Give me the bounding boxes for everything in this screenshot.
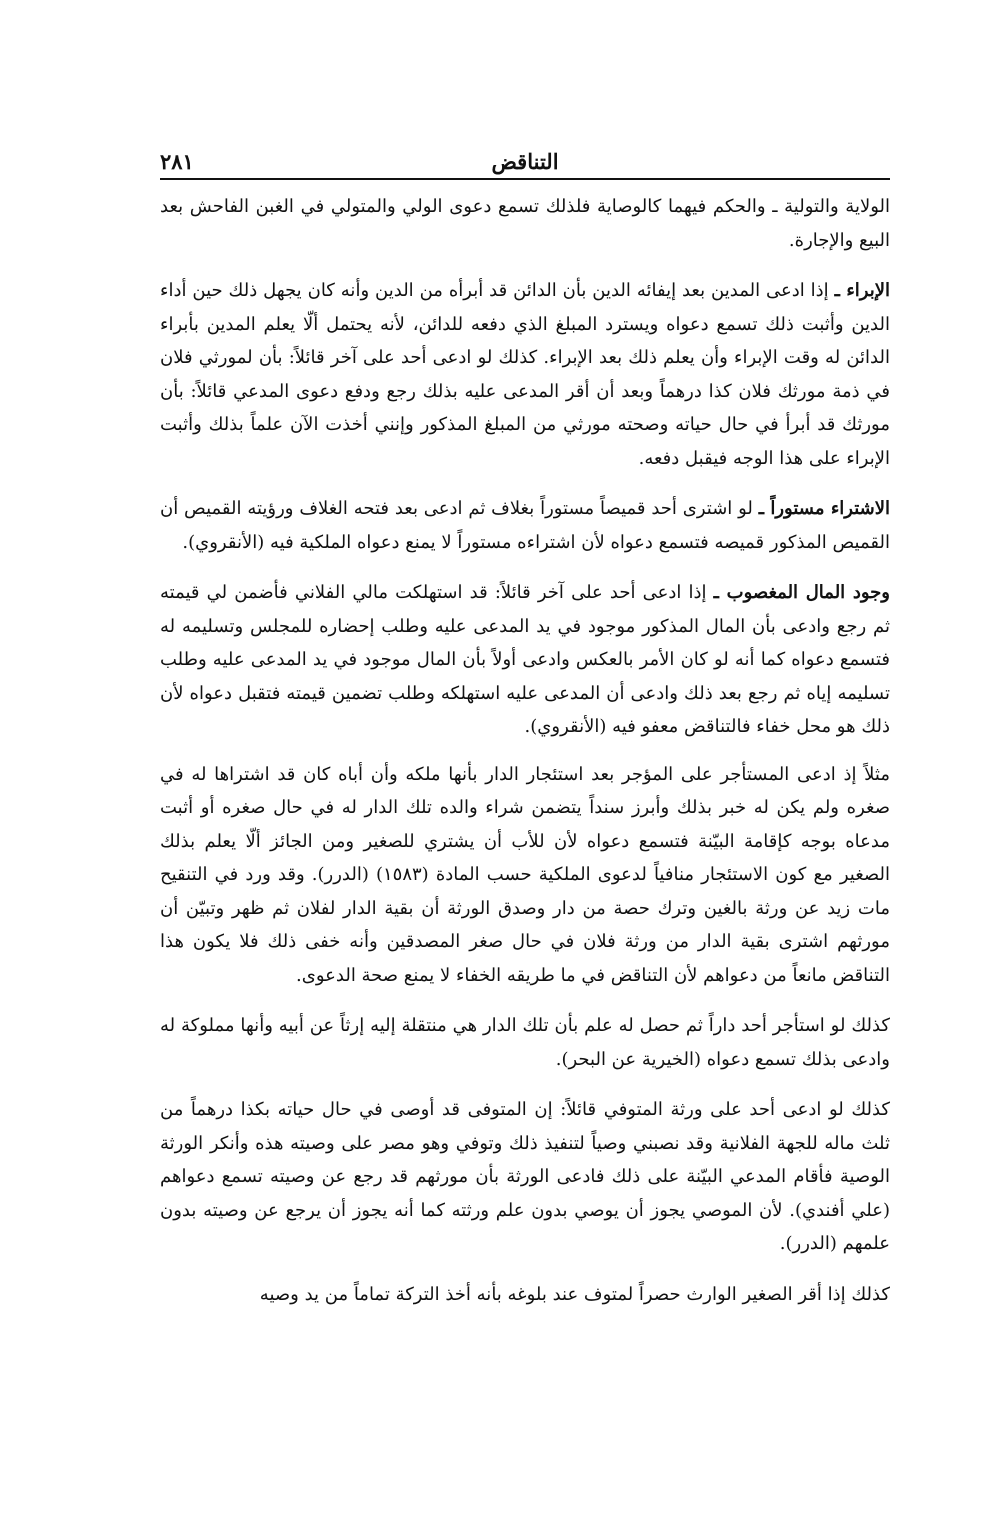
paragraph-text: الولاية والتولية ـ والحكم فيهما كالوصاية فلذلك تسمع دعوى الولي والمتولي في الغبن الفاحش بعد البيع والإجارة. <box>160 196 890 251</box>
page-title: التناقض <box>491 149 559 174</box>
paragraph-text: كذلك لو ادعى أحد على ورثة المتوفي قائلاً: إن المتوفى قد أوصى في حال حياته بكذا درهماً من ثلث ماله للجهة الفلانية وقد نصبني وصياً لتنفيذ ذلك وتوفي وهو مصر على وصيته هذه وأنكر الورثة الوصية فأقام المدعي البيّنة على ذلك فادعى الورثة بأن مورثهم قد رجع عن وصيته تسمع دعواهم (علي أفندي). لأن الموصي يجوز أن يوصي بدون علم ورثته كما أنه يجوز أن يرجع عن وصيته بدون علمهم (الدرر). <box>160 1099 891 1254</box>
paragraph-text: كذلك لو استأجر أحد داراً ثم حصل له علم بأن تلك الدار هي منتقلة إليه إرثاً عن أبيه وأنها مملوكة له وادعى بذلك تسمع دعواه (الخيرية عن البحر). <box>160 1015 890 1070</box>
paragraph-tenant-example <box>160 758 890 993</box>
paragraph-guardianship <box>160 190 890 257</box>
paragraph-lead: وجود المال المغصوب ـ <box>713 582 891 603</box>
paragraph-text: مثلاً إذ ادعى المستأجر على المؤجر بعد استئجار الدار بأنها ملكه وأن أباه كان قد اشتراها له في صغره ولم يكن له خبر بذلك وأبرز سنداً يتضمن شراء والده تلك الدار له في حال صغره أو أثبت مدعاه بوجه كإقامة البيّنة فتسمع دعواه لأن للأب أن يشتري للصغير ومن الجائز ألّا يعلم بذلك الصغير مع كون الاستئجار منافياً لدعوى الملكية حسب المادة (١٥٨٣) (الدرر). وقد ورد في التنقيح مات زيد عن ورثة بالغين وترك حصة من دار وصدق الورثة أن بقية الدار لفلان ثم ظهر وتبيّن أن مورثهم اشترى بقية الدار من ورثة فلان في حال صغر المصدقين وأنه خفى ذلك فلا يكون هذا التناقض مانعاً من دعواهم لأن التناقض في ما طريقه الخفاء لا يمنع صحة الدعوى. <box>160 763 890 986</box>
paragraph-inherited-house <box>160 1009 890 1076</box>
paragraph-lead: الاشتراء مستوراً ـ <box>758 498 890 519</box>
paragraph-text: لو اشترى أحد قميصاً مستوراً بغلاف ثم ادعى بعد فتحه الغلاف ورؤيته القميص أن القميص المذكور قميصه فتسمع دعواه لأن اشتراءه مستوراً لا يمنع دعواه الملكية فيه (الأنقروي). <box>160 498 890 553</box>
paragraph-text: إذا ادعى المدين بعد إيفائه الدين بأن الدائن قد أبرأه من الدين وأنه كان يجهل ذلك حين أداء الدين وأثبت ذلك تسمع دعواه ويسترد المبلغ الذي دفعه للدائن، لأنه يحتمل ألّا يعلم المدين بأبراء الدائن له وقت الإبراء وأن يعلم ذلك بعد الإبراء. كذلك لو ادعى أحد على آخر قائلاً: بأن لمورثي فلان في ذمة مورثك فلان كذا درهماً وبعد أن أقر المدعى عليه بذلك رجع ودفع دعوى المدعي قائلاً: بأن مورثك قد أبرأ في حال حياته وصحته مورثي من المبلغ المذكور وإنني أخذت الآن علماً بذلك وأثبت الإبراء على هذا الوجه فيقبل دفعه. <box>160 280 890 469</box>
paragraph-usurped-property <box>160 576 890 744</box>
page-number: ٢٨١ <box>160 149 194 174</box>
paragraph-covered-purchase <box>160 492 890 559</box>
paragraph-lead: الإبراء ـ <box>834 280 890 301</box>
paragraph-release <box>160 274 890 475</box>
page-body <box>160 190 890 1311</box>
document-page <box>160 148 890 1328</box>
page-header <box>160 148 890 180</box>
paragraph-text: كذلك إذا أقر الصغير الوارث حصراً لمتوف عند بلوغه بأنه أخذ التركة تماماً من يد وصيه <box>259 1283 890 1305</box>
paragraph-will <box>160 1093 890 1261</box>
paragraph-text: إذا ادعى أحد على آخر قائلاً: قد استهلكت مالي الفلاني فأضمن لي قيمته ثم رجع وادعى بأن المال المذكور موجود في يد المدعى عليه وطلب إحضاره للمجلس وتسليمه له فتسمع دعواه كما أنه لو كان الأمر بالعكس وادعى أولاً بأن المال موجود في يد المدعى عليه وطلب تسليمه إياه ثم رجع بعد ذلك وادعى أن المدعى عليه استهلكه وطلب تضمين قيمته فتقبل دعواه لأن ذلك هو محل خفاء فالتناقض معفو فيه (الأنقروي). <box>160 582 890 737</box>
paragraph-minor-heir <box>160 1278 890 1312</box>
